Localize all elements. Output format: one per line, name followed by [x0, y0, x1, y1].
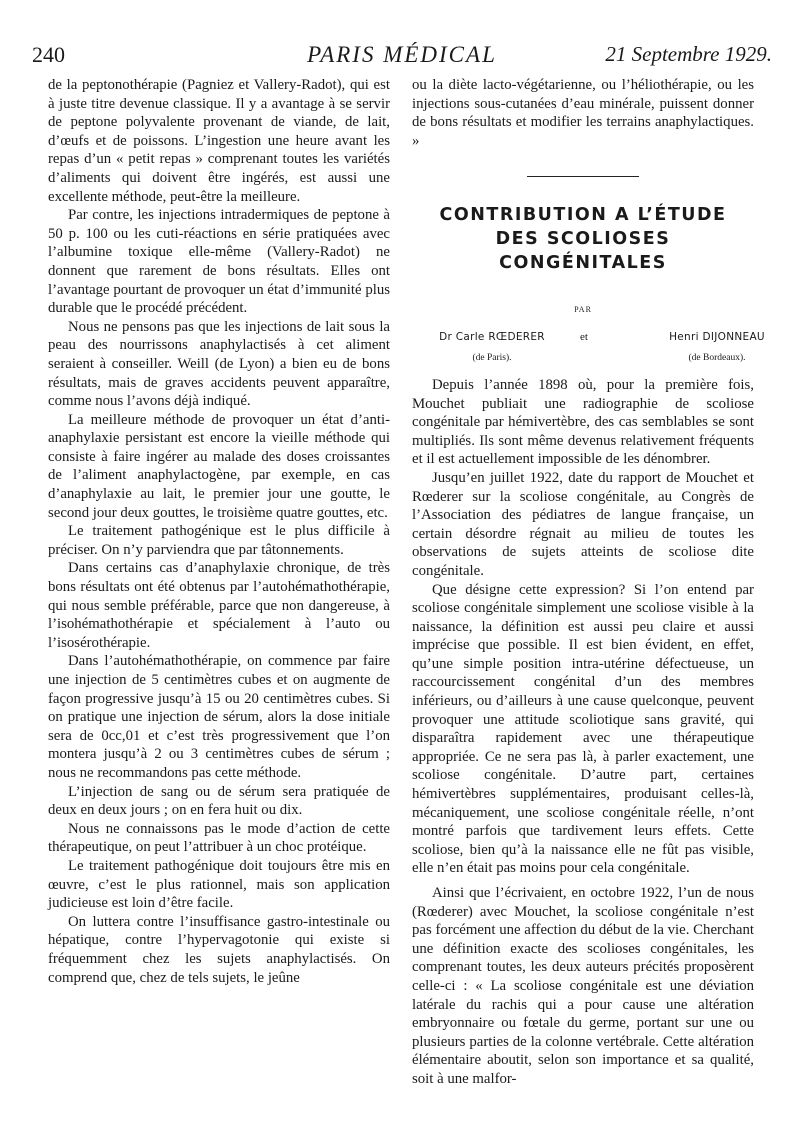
paragraph: Dans l’autohémathothérapie, on commence par faire une injection de 5 centimètres cubes et on augmente de façon progressive jusqu’à 15 ou 20 centimètres cubes. Si on pratique une injection de sérum, alors la dose initiale sera de 0cc,01 et c’est très progressivement que l’on montera jusqu’à 2 ou 3 centimètres cubes de sérum ; nous ne recommandons pas cette méthode.: [48, 653, 390, 781]
author-conjunction: et: [580, 330, 588, 343]
paragraph: Ainsi que l’écrivaient, en octobre 1922, l’un de nous (Rœderer) avec Mouchet, la scoliose congénitale n’est pas forcément une affection du début de la vie. Cherchant une définition exacte des scolioses congénitales, les comprenant toutes, les deux auteurs précités proposèrent celle-ci : « La scoliose congénitale est une déviation latérale du rachis qui a pour cause une altération embryonnaire ou fœtale du germe, portant sur une ou plusieurs parties de la colonne vertébrale. Cette altération élémentaire aboutit, selon son importance et sa qualité, soit à une malfor-: [412, 885, 754, 1087]
paragraph: Par contre, les injections intradermiques de peptone à 50 p. 100 ou les cuti-réactions en série pratiquées avec l’albumine toxique elle-même (Vallery-Radot) ne donnent que rarement de bons résultats. Elles ont l’avantage pourtant de provoquer un état d’immunité plus durable que le procédé précédent.: [48, 207, 390, 317]
paragraph: L’injection de sang ou de sérum sera pratiquée de deux en deux jours ; on en fera huit ou dix.: [48, 783, 390, 819]
article-title-line: CONTRIBUTION A L’ÉTUDE: [439, 205, 727, 226]
author-name: Henri DIJONNEAU: [669, 330, 765, 343]
paragraph: ou la diète lacto-végétarienne, ou l’héliothérapie, ou les injections sous-cutanées d’eau minérale, puissent donner de bons résultats et modifier les terrains anaphylactiques. »: [412, 77, 754, 149]
author-roederer: [412, 328, 572, 367]
journal-title: PARIS MÉDICAL: [307, 42, 497, 67]
byline-par: PAR: [574, 305, 592, 315]
article-title-line: CONGÉNITALES: [499, 253, 667, 274]
paragraph: Jusqu’en juillet 1922, date du rapport de Mouchet et Rœderer sur la scoliose congénitale, au Congrès de l’Association des pédiatres de langue française, un certain désordre régnait au milieu de toutes les observations de sujets atteints de scoliose dite congénitale.: [412, 469, 754, 579]
running-header: [32, 42, 772, 72]
article-title: [412, 203, 754, 275]
paragraph: On luttera contre l’insuffisance gastro-intestinale ou hépatique, contre l’hypervagotonie qui existe si fréquemment chez les sujets anaphylactisés. On comprend que, chez de tels sujets, le jeûne: [48, 913, 390, 986]
author-block: [412, 328, 765, 363]
paragraph: Que désigne cette expression? Si l’on entend par scoliose congénitale simplement une scoliose visible à la naissance, la définition est aussi peu claire et aussi imprécise que possible. Il est bien évident, en effet, qu’une simple position intra-utérine défectueuse, un raccourcissement congénital d’un des membres inférieurs, ou d’ailleurs à une cause quelconque, peuvent provoquer une attitude scoliotique sans gravité, qui disparaîtra rapidement avec une thérapeutique appropriée. Ce ne sera pas là, à parler exactement, une scoliose congénitale. D’autre part, certaines hémivertèbres supplémentaires, produisant celles-là, mécaniquement, une scoliose congénitale réelle, n’ont montré parfois que tardivement leurs effets. Cette scoliose, bien qu’à la naissance elle ne fût pas visible, elle n’en était pas moins pour cela congénitale.: [412, 581, 754, 877]
author-dijonneau: [662, 328, 772, 367]
section-divider: [527, 176, 639, 177]
author-affiliation: (de Paris).: [472, 352, 512, 363]
left-column: [48, 76, 390, 987]
right-column: [412, 76, 765, 1089]
article-title-line: DES SCOLIOSES: [495, 229, 671, 250]
issue-date: 21 Septembre 1929.: [605, 42, 772, 66]
author-name: Dr Carle RŒDERER: [439, 330, 545, 343]
paragraph: de la peptonothérapie (Pagniez et Vallery-Radot), qui est à juste titre devenue classique. Il y a avantage à se servir de peptone polyvalente provenant de viande, de lait, d’œufs et de poissons. L’ingestion une heure avant les repas d’un « petit repas » comprenant toutes les variétés d’aliments qui doivent être ingérés, est aussi une excellente méthode, peut-être la meilleure.: [48, 77, 390, 205]
paragraph: Le traitement pathogénique doit toujours être mis en œuvre, c’est le plus rationnel, mais son application judicieuse est loin d’être facile.: [48, 857, 390, 912]
paragraph: La meilleure méthode de provoquer un état d’anti-anaphylaxie persistant est encore la vieille méthode qui consiste à faire ingérer au malade des doses croissantes de l’aliment anaphylactogène, par exemple, en cas d’anaphylaxie au lait, le premier jour une goutte, le second jour deux gouttes, le troisième quatre gouttes, etc.: [48, 411, 390, 521]
author-affiliation: (de Bordeaux).: [688, 352, 746, 363]
paragraph: Dans certains cas d’anaphylaxie chronique, de très bons résultats ont été obtenus par l’autohémathothérapie, qui nous semble préférable, parce que non dangereuse, à l’isohémathothérapie et spécialement à l’auto ou l’isosérothérapie.: [48, 560, 390, 651]
paragraph: Nous ne connaissons pas le mode d’action de cette thérapeutique, on peut l’attribuer à un choc protéique.: [48, 820, 390, 856]
paragraph: Le traitement pathogénique est le plus difficile à préciser. On n’y parviendra que par tâtonnements.: [48, 523, 390, 558]
paragraph: Nous ne pensons pas que les injections de lait sous la peau des nourrissons anaphylactisés à cet aliment seraient à conseiller. Weill (de Lyon) a bien eu de bons résultats, mais de graves accidents peuvent apparaître, comme nous l’avons déjà indiqué.: [48, 318, 390, 410]
page-number: 240: [32, 42, 65, 67]
paragraph: Depuis l’année 1898 où, pour la première fois, Mouchet publiait une radiographie de scoliose congénitale par hémivertèbre, des cas semblables se sont multipliés. Ils sont même devenus relativement fréquents et il est actuellement impossible de les dénombrer.: [412, 376, 754, 468]
